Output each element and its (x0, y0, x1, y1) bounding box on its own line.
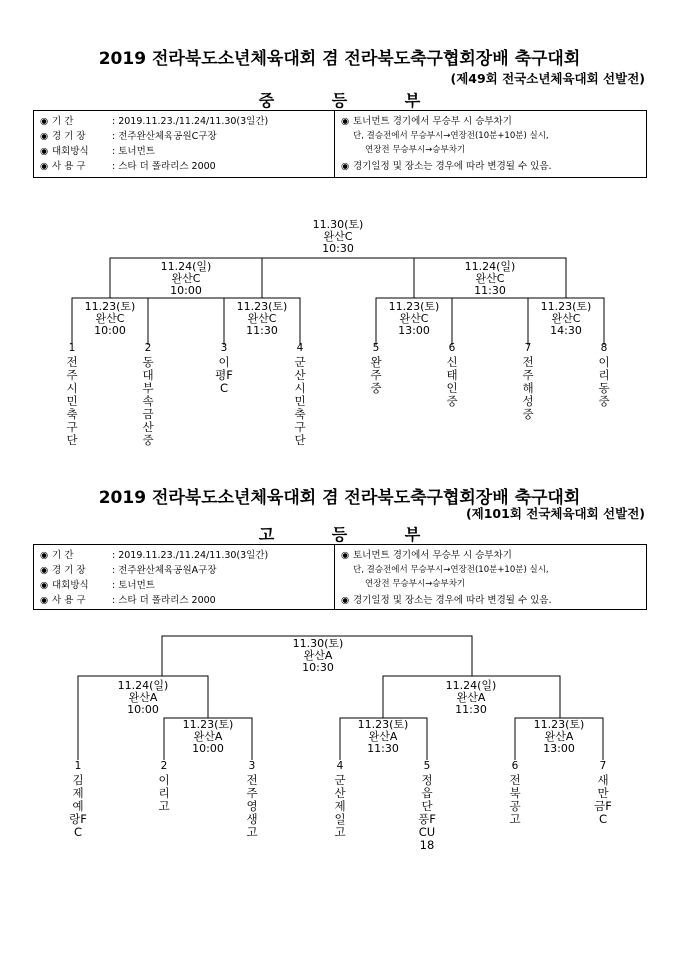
team-entry: 7 새만금FC (594, 760, 612, 826)
match-qf2: 11.23(토) 완산A 11:30 (357, 718, 409, 755)
team-entry: 2 이리고 (158, 760, 170, 813)
middle-title: 2019 전라북도소년체육대회 겸 전라북도축구협회장배 축구대회 (98, 49, 581, 69)
team-entry: 1 김제예랑FC (69, 760, 87, 839)
bullet-icon: ◉ (40, 580, 49, 591)
high-title: 2019 전라북도소년체육대회 겸 전라북도축구협회장배 축구대회 (98, 488, 581, 508)
bullet-icon: ◉ (341, 595, 350, 606)
team-entry: 3 전주영생고 (246, 760, 258, 839)
match-semi2: 11.24(일) 완산C 11:30 (464, 260, 516, 297)
team-entry: 3 이평FC (215, 342, 233, 395)
match-final: 11.30(토) 완산A 10:30 (292, 637, 344, 674)
middle-info-box: ◉ 기 간 : 2019.11.23./11.24/11.30(3일간) ◉ 경 기 장 : 전주완산체육공원C구장 ◉ 대회방식 : 토너먼트 ◉ 사 용 구 : 스타 더 폴라리스 2000 ◉ 토너먼트 경기에서 무승부 시 승부차기 단, 결승전에서 무승부시→연장전(10분+10분) 실시, 연장전 무승부시→승부차기 ◉ 경기일정 및 장소는 경우에 따라 변경될 수 있음. (33, 110, 647, 178)
high-division-title: 고 등 부 (258, 525, 447, 544)
match-qf2: 11.23(토) 완산C 11:30 (236, 300, 288, 337)
bullet-icon: ◉ (40, 550, 49, 561)
match-qf1: 11.23(토) 완산C 10:00 (84, 300, 136, 337)
bullet-icon: ◉ (341, 550, 350, 561)
middle-subtitle: (제49회 전국소년체육대회 선발전) (450, 71, 645, 86)
match-final: 11.30(토) 완산C 10:30 (312, 218, 364, 255)
team-entry: 5 정읍단풍FCU18 (418, 760, 436, 852)
match-semi1: 11.24(일) 완산A 10:00 (117, 679, 169, 716)
bullet-icon: ◉ (40, 595, 49, 606)
match-qf1: 11.23(토) 완산A 10:00 (182, 718, 234, 755)
team-entry: 2 동대부속금산중 (142, 342, 154, 447)
bullet-icon: ◉ (40, 565, 49, 576)
bullet-icon: ◉ (341, 161, 350, 172)
bullet-icon: ◉ (40, 161, 49, 172)
high-info-box: ◉ 기 간 : 2019.11.23./11.24/11.30(3일간) ◉ 경 기 장 : 전주완산체육공원A구장 ◉ 대회방식 : 토너먼트 ◉ 사 용 구 : 스타 더 폴라리스 2000 ◉ 토너먼트 경기에서 무승부 시 승부차기 단, 결승전에서 무승부시→연장전(10분+10분) 실시, 연장전 무승부시→승부차기 ◉ 경기일정 및 장소는 경우에 따라 변경될 수 있음. (33, 544, 647, 610)
match-semi2: 11.24(일) 완산A 11:30 (445, 679, 497, 716)
team-entry: 6 전북공고 (509, 760, 521, 826)
bullet-icon: ◉ (341, 116, 350, 127)
team-entry: 4 군산시민축구단 (294, 342, 306, 447)
team-entry: 6 신태인중 (446, 342, 458, 408)
team-entry: 8 이리동중 (598, 342, 610, 408)
bullet-icon: ◉ (40, 116, 49, 127)
match-semi1: 11.24(일) 완산C 10:00 (160, 260, 212, 297)
match-qf3: 11.23(토) 완산C 13:00 (388, 300, 440, 337)
team-entry: 7 전주해성중 (522, 342, 534, 421)
middle-division-title: 중 등 부 (258, 91, 447, 110)
team-entry: 5 완주중 (370, 342, 382, 395)
bullet-icon: ◉ (40, 131, 49, 142)
team-entry: 1 전주시민축구단 (66, 342, 78, 447)
match-qf3: 11.23(토) 완산A 13:00 (533, 718, 585, 755)
high-subtitle: (제101회 전국체육대회 선발전) (465, 506, 645, 521)
team-entry: 4 군산제일고 (334, 760, 346, 839)
bullet-icon: ◉ (40, 146, 49, 157)
match-qf4: 11.23(토) 완산C 14:30 (540, 300, 592, 337)
